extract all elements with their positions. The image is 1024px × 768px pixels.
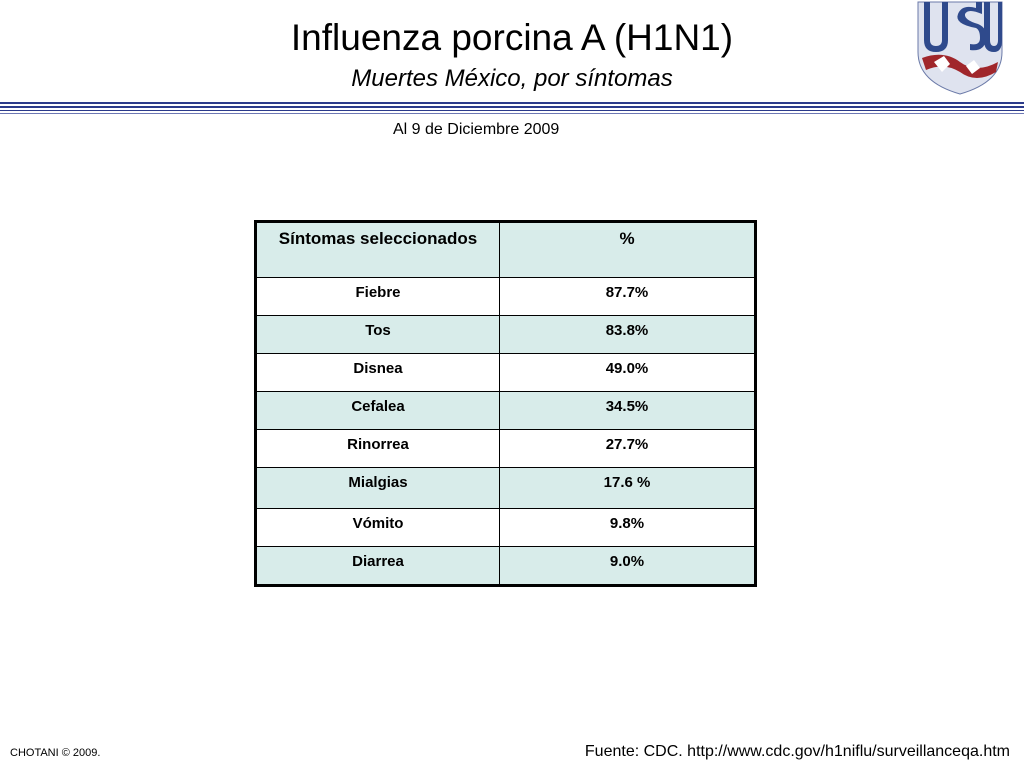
percent-cell: 83.8% — [500, 316, 756, 354]
percent-cell: 87.7% — [500, 278, 756, 316]
symptom-cell: Rinorrea — [256, 430, 500, 468]
header-percent: % — [500, 222, 756, 278]
report-date: Al 9 de Diciembre 2009 — [393, 121, 560, 138]
source-citation: Fuente: CDC. http://www.cdc.gov/h1niflu/surveillanceqa.htm — [584, 743, 1010, 760]
table-row — [256, 468, 756, 509]
slide-title: Influenza porcina A (H1N1) — [290, 17, 734, 58]
percent-cell: 9.8% — [500, 509, 756, 547]
symptom-cell: Disnea — [256, 354, 500, 392]
percent-cell: 9.0% — [500, 547, 756, 586]
table-row — [256, 392, 756, 430]
table-header-row — [256, 222, 756, 278]
percent-cell: 17.6 % — [500, 468, 756, 509]
header-symptoms: Síntomas seleccionados — [256, 222, 500, 278]
header-rule-lines — [0, 100, 1024, 120]
table-row — [256, 316, 756, 354]
table-row — [256, 278, 756, 316]
percent-cell: 34.5% — [500, 392, 756, 430]
table-row — [256, 509, 756, 547]
table-row — [256, 547, 756, 586]
symptoms-table — [254, 220, 757, 587]
symptom-cell: Mialgias — [256, 468, 500, 509]
symptom-cell: Fiebre — [256, 278, 500, 316]
table-row — [256, 430, 756, 468]
slide-subtitle: Muertes México, por síntomas — [351, 65, 673, 92]
percent-cell: 27.7% — [500, 430, 756, 468]
symptom-cell: Vómito — [256, 509, 500, 547]
percent-cell: 49.0% — [500, 354, 756, 392]
symptom-cell: Diarrea — [256, 547, 500, 586]
symptom-cell: Tos — [256, 316, 500, 354]
copyright-notice: CHOTANI © 2009. — [10, 747, 101, 759]
usu-logo — [914, 0, 1006, 95]
symptom-cell: Cefalea — [256, 392, 500, 430]
table-row — [256, 354, 756, 392]
